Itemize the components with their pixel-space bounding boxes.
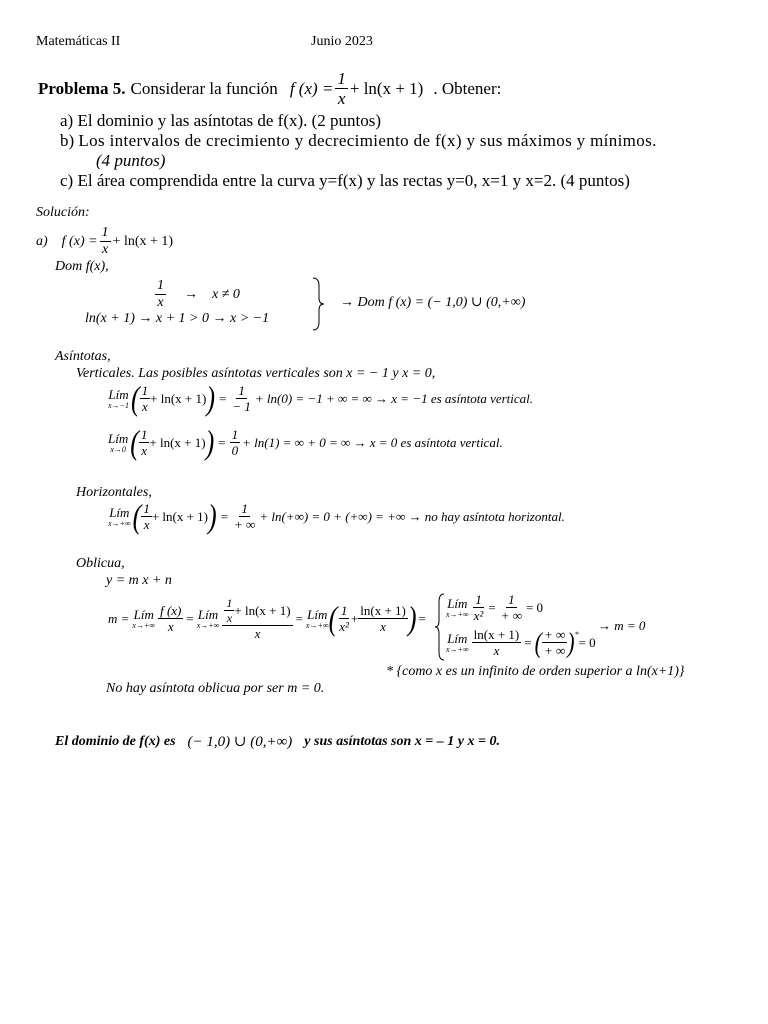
limit-operator [306, 608, 329, 630]
fraction-numerator: 1 [508, 592, 515, 607]
limit-operator [108, 432, 128, 454]
lim-word: Lím [197, 606, 219, 622]
lim-subscript: x→−1 [108, 400, 129, 410]
limit-value-fraction [232, 502, 257, 531]
limit-operator [108, 388, 129, 410]
oblique-title: Oblicua, [76, 556, 125, 571]
fraction-denominator: x [143, 517, 150, 532]
case-2-result: = 0 [578, 634, 596, 650]
conclusion-domain-set: (− 1,0) ∪ (0,+∞) [187, 734, 293, 750]
fraction-denominator: − 1 [232, 399, 251, 414]
function-rest: + ln(x + 1) [349, 78, 424, 98]
domain-brace [310, 276, 326, 332]
limit-operator [197, 608, 220, 630]
slope-fraction-1 [158, 604, 183, 633]
fraction-denominator: + ∞ [234, 517, 256, 532]
footnote: * {como x es un infinito de orden superior a ln(x+1)} [386, 664, 685, 679]
limit-operator [446, 597, 469, 619]
lim-subscript: x→+∞ [196, 620, 220, 630]
fraction-numerator: 1 [231, 427, 239, 442]
fraction-denominator: x [167, 619, 174, 634]
limit-tail: + ln(x + 1) [151, 508, 209, 524]
limit-result: + ln(+∞) = 0 + (+∞) = +∞ → no hay asíntota horizontal. [259, 508, 565, 524]
fraction-denominator: x [141, 399, 148, 414]
fraction-denominator: x [493, 643, 500, 658]
fraction-denominator: + ∞ [543, 643, 566, 658]
fraction-denominator: x² [339, 619, 349, 634]
fraction-denominator: x [157, 295, 164, 310]
function-fraction [335, 70, 348, 107]
limit-vertical-1 [108, 379, 534, 417]
limit-result: + ln(0) = −1 + ∞ = ∞ → x = −1 es asíntota vertical. [254, 390, 534, 406]
equals-sign: = [218, 390, 227, 406]
fraction-numerator: 1 [140, 427, 148, 442]
lim-subscript: x→0 [110, 444, 126, 454]
fraction-numerator: f (x) [160, 603, 182, 618]
equals-sign: = [220, 508, 229, 524]
part-b-text: Los intervalos de crecimiento y decrecimiento de f(x) y sus máximos y mínimos. [78, 131, 657, 150]
inner-fraction [224, 597, 234, 624]
date-header: Junio 2023 [311, 34, 373, 49]
fraction-numerator [222, 597, 292, 626]
problem-obtain: . Obtener: [433, 78, 502, 98]
fraction-denominator: x² [473, 608, 484, 623]
fraction-numerator: 1 [226, 596, 233, 610]
slope-result: → m = 0 [598, 618, 646, 633]
case-2 [446, 625, 596, 659]
no-oblique-text: No hay asíntota oblicua por ser m = 0. [106, 681, 325, 696]
case-1-result: = 0 [525, 599, 544, 615]
lim-word: Lím [307, 606, 328, 622]
fraction-numerator: 1 [101, 225, 109, 240]
part-c-letter: c) [60, 171, 74, 190]
cases-brace [434, 592, 446, 662]
open-paren: ( [130, 423, 139, 461]
problem-intro: Considerar la función [130, 78, 278, 98]
limit-fraction [140, 384, 151, 413]
asymptotes-title: Asíntotas, [55, 349, 111, 364]
fraction-numerator: + ∞ [543, 627, 566, 642]
plus-sign: + [350, 610, 359, 626]
limit-operator [132, 608, 155, 630]
problem-statement [38, 70, 501, 107]
limit-result: + ln(1) = ∞ + 0 = ∞ → x = 0 es asíntota vertical. [242, 434, 503, 450]
open-paren: ( [130, 379, 140, 417]
fraction-denominator: + ∞ [500, 608, 522, 623]
fraction-numerator: ln(x + 1) [360, 603, 406, 618]
lim-word: Lím [108, 386, 129, 402]
lim-subscript: x→+∞ [446, 644, 469, 654]
open-paren: ( [132, 497, 142, 535]
function-lhs: f (x) = [289, 78, 334, 98]
fraction-denominator: x [254, 626, 261, 641]
fraction-denominator: x [380, 619, 386, 634]
inner-tail: + ln(x + 1) [234, 603, 291, 618]
fraction-denominator: x [337, 89, 346, 108]
vertical-text: Verticales. Las posibles asíntotas verticales son x = − 1 y x = 0, [76, 366, 436, 381]
fraction-denominator: 0 [231, 443, 239, 458]
domain-title: Dom f(x), [55, 259, 109, 274]
fraction-denominator: x [141, 443, 148, 458]
part-c [60, 171, 630, 191]
close-paren: ) [205, 423, 215, 461]
limit-tail: + ln(x + 1) [150, 390, 207, 406]
lim-subscript: x→+∞ [305, 620, 329, 630]
domain-row-1-condition: x ≠ 0 [212, 286, 240, 302]
lim-subscript: x→+∞ [132, 620, 156, 630]
problem-title: Problema 5. [38, 78, 126, 98]
limit-tail: + ln(x + 1) [149, 434, 206, 450]
slope-fraction-3 [337, 604, 351, 633]
fraction-numerator: 1 [241, 501, 248, 516]
lim-word: Lím [447, 630, 468, 646]
limit-fraction [141, 502, 152, 531]
fraction-numerator: 1 [340, 603, 348, 618]
domain-row-1 [155, 279, 240, 310]
solution-a-rest: + ln(x + 1) [112, 233, 174, 249]
fraction-numerator: ln(x + 1) [473, 627, 520, 642]
close-paren: ) [567, 625, 575, 659]
domain-row-1-fraction [155, 279, 166, 310]
fraction-numerator: 1 [337, 69, 346, 88]
case-1-value [499, 593, 524, 622]
footnote-star: * [574, 630, 579, 639]
part-a-text: El dominio y las asíntotas de f(x). (2 puntos) [77, 111, 382, 130]
equals-sign: = [488, 599, 496, 615]
case-2-indeterminate [542, 628, 567, 657]
open-paren: ( [328, 599, 338, 637]
lim-subscript: x→+∞ [446, 609, 469, 619]
case-1-fraction [472, 593, 486, 622]
close-paren: ) [208, 497, 217, 535]
fraction-numerator: 1 [141, 383, 149, 398]
lim-word: Lím [108, 430, 129, 446]
oblique-equation: y = m x + n [106, 573, 172, 588]
part-b-letter: b) [60, 131, 75, 150]
part-b-points: (4 puntos) [96, 151, 166, 170]
case-2-fraction [472, 628, 522, 657]
limit-value-fraction [230, 384, 253, 413]
equals-sign: = [218, 434, 226, 450]
part-c-text: El área comprendida entre la curva y=f(x) y las rectas y=0, x=1 y x=2. (4 puntos) [77, 171, 630, 190]
slope-fraction-4 [358, 604, 408, 633]
fraction-numerator: 1 [238, 383, 245, 398]
equals-sign: = [524, 634, 532, 650]
equals-sign: = [295, 610, 303, 626]
limit-fraction [139, 428, 150, 457]
conclusion [55, 732, 500, 751]
lim-word: Lím [447, 595, 468, 611]
limit-operator [446, 632, 469, 654]
close-paren: ) [206, 379, 215, 417]
solution-a-lhs: f (x) = [61, 233, 98, 249]
close-paren: ) [407, 599, 417, 637]
part-a-letter: a) [60, 111, 74, 130]
fraction-numerator: 1 [143, 501, 150, 516]
fraction-denominator: x [226, 611, 233, 625]
equals-sign: = [418, 610, 426, 626]
horizontal-title: Horizontales, [76, 485, 152, 500]
domain-row-2: ln(x + 1) → x + 1 > 0 → x > −1 [85, 311, 270, 326]
conclusion-part-2: y sus asíntotas son x = – 1 y x = 0. [304, 733, 500, 749]
lim-word: Lím [109, 504, 130, 520]
subject-header: Matemáticas II [36, 34, 121, 49]
domain-row-1-arrow: → [184, 286, 198, 302]
fraction-numerator: 1 [157, 278, 164, 293]
equals-sign: = [186, 610, 194, 626]
limit-vertical-2 [108, 423, 503, 461]
part-b [60, 131, 657, 151]
solution-a-function [36, 226, 173, 257]
open-paren: ( [534, 625, 542, 659]
slope-computation [108, 597, 428, 640]
domain-result: → Dom f (x) = (− 1,0) ∪ (0,+∞) [340, 295, 526, 310]
conclusion-part-1: El dominio de f(x) es [55, 733, 176, 749]
solution-label: Solución: [36, 205, 90, 220]
case-1 [446, 593, 543, 622]
limit-horizontal [108, 497, 565, 535]
slope-lhs: m = [108, 610, 130, 626]
limit-value-fraction [230, 428, 241, 457]
solution-a-fraction [100, 226, 111, 257]
solution-a-letter: a) [36, 233, 48, 249]
part-a [60, 111, 381, 131]
lim-word: Lím [133, 606, 154, 622]
lim-subscript: x→+∞ [108, 518, 131, 528]
limit-operator [108, 506, 131, 528]
fraction-denominator: x [101, 242, 109, 257]
fraction-numerator: 1 [475, 592, 482, 607]
slope-fraction-2 [222, 597, 292, 640]
